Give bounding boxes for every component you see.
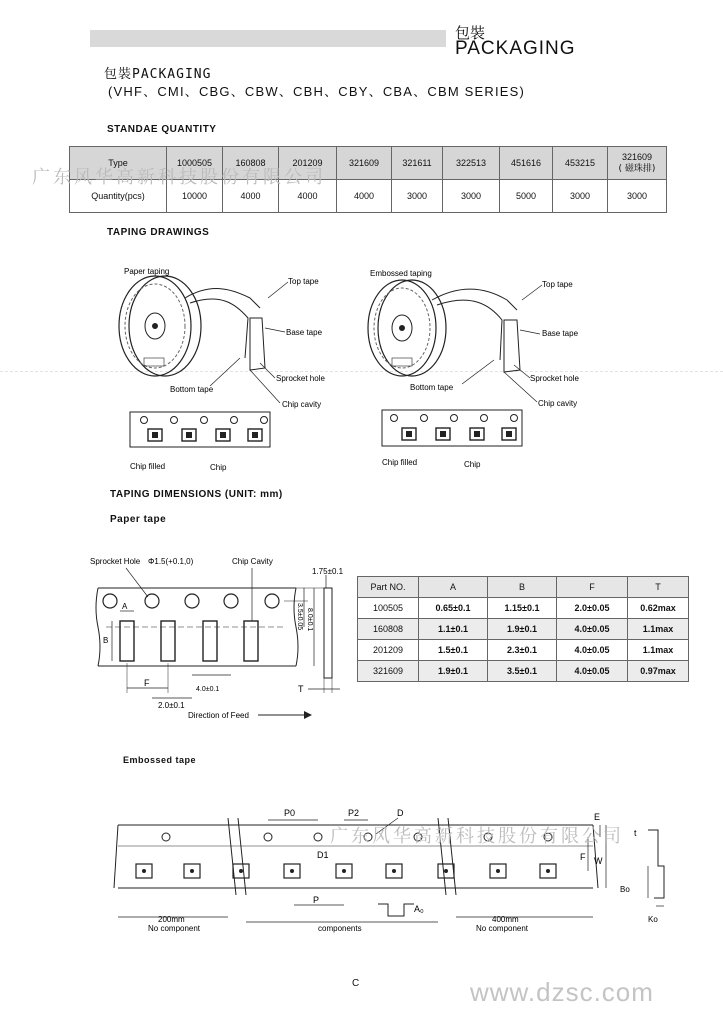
tape-strip	[250, 318, 265, 370]
table-cell: 0.62max	[628, 598, 689, 619]
sprocket-hole	[261, 417, 268, 424]
chip	[252, 432, 258, 438]
type-cell: 321611	[392, 147, 443, 180]
watermark-company: 广东风华高新科技股份有限公司	[32, 167, 326, 188]
sprocket-hole	[451, 415, 458, 422]
table-cell: 4.0±0.05	[557, 661, 628, 682]
leader-line	[265, 328, 285, 332]
label-components: components	[318, 924, 362, 933]
reel-center	[399, 325, 405, 331]
label-dim-80: 8.0±0.1	[306, 608, 313, 632]
table-cell: 3.5±0.1	[488, 661, 557, 682]
sprocket-hole	[171, 417, 178, 424]
quantity-header: Quantity(pcs)	[70, 180, 167, 213]
chip	[342, 869, 346, 873]
table-cell: 1.15±0.1	[488, 598, 557, 619]
quantity-cell: 3000	[608, 180, 667, 213]
label-base-tape: Base tape	[286, 328, 323, 337]
label-sprocket-hole: Sprocket hole	[530, 374, 579, 383]
label-left-length: 200mm	[158, 915, 185, 924]
quantity-cell: 4000	[223, 180, 279, 213]
chip	[142, 869, 146, 873]
chip	[444, 869, 448, 873]
quantity-cell: 3000	[392, 180, 443, 213]
sprocket-hole	[141, 417, 148, 424]
type-cell: 201209	[279, 147, 337, 180]
table-cell: 4.0±0.05	[557, 640, 628, 661]
type-cell: 451616	[500, 147, 553, 180]
cavity-profile	[378, 904, 414, 916]
section-paper-tape: Paper tape	[110, 514, 167, 525]
label-dim-20: 2.0±0.1	[158, 701, 185, 710]
type-cell-bead-code: 321609	[621, 151, 653, 162]
embossed-tape-drawing	[108, 800, 708, 940]
label-p0: P0	[284, 808, 296, 818]
type-header: Type	[70, 147, 167, 180]
section-taping-drawings: TAPING DRAWINGS	[107, 227, 210, 238]
type-cell: 321609	[337, 147, 392, 180]
label-p: P	[313, 895, 320, 905]
label-ko: Ko	[648, 915, 658, 924]
chip	[474, 431, 480, 437]
chip	[546, 869, 550, 873]
leader-line	[260, 363, 275, 378]
sprocket-hole	[421, 415, 428, 422]
label-top-tape: Top tape	[542, 280, 573, 289]
type-cell: 160808	[223, 147, 279, 180]
quantity-cell: 3000	[553, 180, 608, 213]
table-cell: 1.1±0.1	[419, 619, 488, 640]
table-cell: 100505	[358, 598, 419, 619]
sprocket-hole	[201, 417, 208, 424]
table-row	[358, 619, 689, 640]
label-base-tape: Base tape	[542, 329, 579, 338]
label-chip-filled: Chip filled	[382, 458, 418, 467]
label-p2: P2	[348, 808, 360, 818]
label-direction: Direction of Feed	[188, 711, 249, 720]
tape-side-view	[324, 588, 332, 678]
table-header-a: A	[419, 577, 488, 598]
type-cell: 453215	[553, 147, 608, 180]
label-hole-dim: Φ1.5(+0.1,0)	[148, 557, 194, 566]
sprocket-hole	[264, 833, 272, 841]
table-cell: 1.9±0.1	[419, 661, 488, 682]
reel-label	[144, 358, 164, 366]
tape-end-left	[114, 825, 118, 888]
leader-line	[268, 282, 288, 298]
sprocket-hole	[103, 594, 117, 608]
label-t-embossed: t	[634, 828, 637, 838]
type-cell-bead	[608, 147, 667, 180]
chip	[506, 431, 512, 437]
label-chip-cavity: Chip Cavity	[232, 557, 273, 566]
table-header-part-no: Part NO.	[358, 577, 419, 598]
table-row	[358, 598, 689, 619]
sprocket-hole	[391, 415, 398, 422]
series-list: (VHF、CMI、CBG、CBW、CBH、CBY、CBA、CBM SERIES)	[108, 84, 526, 99]
tape-break-left	[96, 588, 100, 666]
label-d1: D1	[317, 850, 329, 860]
watermark-site: www.dzsc.com	[470, 977, 654, 1007]
type-cell: 1000505	[167, 147, 223, 180]
label-bo: Bo	[620, 885, 630, 894]
section-standard-quantity: STANDAE QUANTITY	[107, 124, 217, 135]
leader-line	[210, 358, 240, 386]
leader-line	[522, 285, 542, 300]
tape-line	[185, 289, 260, 308]
quantity-cell: 10000	[167, 180, 223, 213]
table-cell: 1.9±0.1	[488, 619, 557, 640]
paper-taping-illustration	[110, 258, 350, 478]
table-cell: 2.3±0.1	[488, 640, 557, 661]
sprocket-hole	[265, 594, 279, 608]
label-b: B	[103, 636, 109, 645]
chip	[186, 432, 192, 438]
label-e: E	[594, 812, 601, 822]
section-embossed-tape: Embossed tape	[123, 755, 197, 765]
label-chip: Chip	[464, 460, 481, 469]
sprocket-hole	[185, 594, 199, 608]
leader-line	[514, 365, 530, 378]
label-chip-cavity: Chip cavity	[538, 399, 578, 408]
type-cell-bead-note: ( 磁珠排)	[618, 163, 656, 174]
label-sprocket-hole: Sprocket hole	[276, 374, 325, 383]
table-cell: 321609	[358, 661, 419, 682]
table-header-t: T	[628, 577, 689, 598]
chip	[152, 432, 158, 438]
label-bottom-tape: Bottom tape	[170, 385, 214, 394]
chip	[239, 869, 243, 873]
header-title-cn: 包裝	[455, 24, 486, 42]
label-dim-35: 3.5±0.05	[296, 603, 303, 631]
header-title-en: PACKAGING	[455, 38, 576, 59]
table-cell: 1.1max	[628, 619, 689, 640]
sprocket-hole	[511, 415, 518, 422]
leader-line	[126, 568, 148, 597]
type-cell: 322513	[443, 147, 500, 180]
reel-center	[152, 323, 158, 329]
label-f-embossed: F	[580, 852, 586, 862]
label-top-tape: Top tape	[288, 277, 319, 286]
page-number: C	[352, 978, 360, 989]
table-row	[358, 661, 689, 682]
break-marks-left	[228, 818, 246, 895]
chip	[440, 431, 446, 437]
embossed-taping-title: Embossed taping	[370, 269, 432, 278]
embossed-taping-illustration	[362, 258, 602, 478]
sprocket-hole	[231, 417, 238, 424]
label-a: A	[122, 602, 128, 611]
label-f: F	[144, 678, 150, 688]
table-header-b: B	[488, 577, 557, 598]
header-bar	[90, 30, 446, 47]
chip	[290, 869, 294, 873]
chip	[496, 869, 500, 873]
reel-label	[392, 358, 412, 366]
table-cell: 160808	[358, 619, 419, 640]
table-header-f: F	[557, 577, 628, 598]
sprocket-hole	[162, 833, 170, 841]
table-cell: 0.97max	[628, 661, 689, 682]
table-cell: 1.1max	[628, 640, 689, 661]
label-sprocket-hole: Sprocket Hole	[90, 557, 141, 566]
quantity-cell: 3000	[443, 180, 500, 213]
label-dim-175: 1.75±0.1	[312, 567, 344, 576]
sprocket-hole	[224, 594, 238, 608]
packaging-title: 包裝PACKAGING	[104, 67, 212, 82]
label-chip-cavity: Chip cavity	[282, 400, 322, 409]
table-cell: 0.65±0.1	[419, 598, 488, 619]
table-cell: 2.0±0.05	[557, 598, 628, 619]
paper-taping-title: Paper taping	[124, 267, 170, 276]
label-right-desc: No component	[476, 924, 529, 933]
watermark-company-2: 广东风华高新科技股份有限公司	[330, 826, 624, 847]
chip	[190, 869, 194, 873]
cavity-row	[136, 864, 556, 878]
label-a0: A₀	[414, 904, 424, 914]
table-cell: 4.0±0.05	[557, 619, 628, 640]
label-bottom-tape: Bottom tape	[410, 383, 454, 392]
paper-tape-drawing	[86, 553, 354, 725]
label-d: D	[397, 808, 404, 818]
tape-line	[432, 289, 517, 310]
label-dim-40: 4.0±0.1	[196, 686, 220, 693]
chip	[220, 432, 226, 438]
sprocket-hole	[314, 833, 322, 841]
feed-arrow-head	[304, 711, 312, 719]
sprocket-hole	[481, 415, 488, 422]
tape-line	[437, 300, 502, 360]
leader-line	[462, 360, 494, 384]
table-cell: 201209	[358, 640, 419, 661]
quantity-cell: 4000	[279, 180, 337, 213]
tape-side-profile	[648, 830, 664, 898]
table-row	[358, 640, 689, 661]
label-w: W	[594, 856, 603, 866]
label-chip: Chip	[210, 463, 227, 472]
label-chip-filled: Chip filled	[130, 462, 166, 471]
label-t: T	[298, 684, 304, 694]
quantity-cell: 4000	[337, 180, 392, 213]
label-right-length: 400mm	[492, 915, 519, 924]
leader-line	[520, 330, 540, 334]
section-taping-dimensions: TAPING DIMENSIONS (UNIT: mm)	[110, 489, 283, 500]
tape-strip	[504, 320, 520, 372]
label-left-desc: No component	[148, 924, 201, 933]
chip	[392, 869, 396, 873]
chip	[406, 431, 412, 437]
table-cell: 1.5±0.1	[419, 640, 488, 661]
quantity-cell: 5000	[500, 180, 553, 213]
paper-tape-table	[357, 576, 689, 682]
